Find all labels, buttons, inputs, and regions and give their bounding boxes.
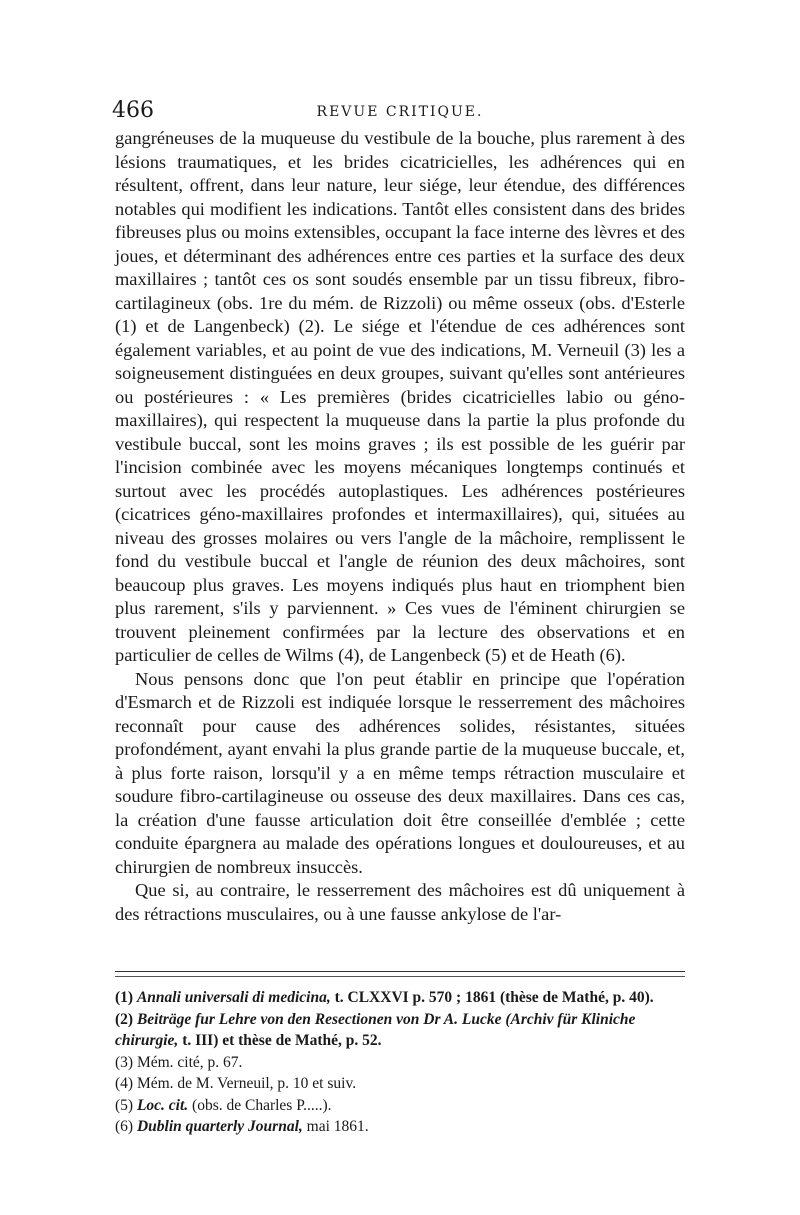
footnote-2: (2) Beiträge fur Lehre von den Resectionen von Dr A. Lucke (Archiv für Kliniche chirurgie, t. III) et thèse de Mathé, p. 52. — [115, 1010, 636, 1049]
paragraph-3: Que si, au contraire, le resserrement des mâchoires est dû uniquement à des rétractions musculaires, ou à une fausse ankylose de l'ar- — [115, 880, 685, 924]
footnote-6: (6) Dublin quarterly Journal, mai 1861. — [115, 1118, 369, 1135]
page-number: 466 — [112, 98, 154, 123]
footnote-5: (5) Loc. cit. (obs. de Charles P.....). — [115, 1096, 332, 1114]
page-header — [112, 98, 688, 128]
footnote-4: (4) Mém. de M. Verneuil, p. 10 et suiv. — [115, 1075, 357, 1092]
footnote-divider-secondary — [115, 976, 685, 977]
footnote-3: (3) Mém. cité, p. 67. — [115, 1053, 243, 1071]
paragraph-1: gangréneuses de la muqueuse du vestibule de la bouche, plus rarement à des lésions traumatiques, et les brides cicatricielles, les adhérences qui en résultent, offrent, dans leur nature, leur siége, leur étendue, des différences notables qui modifient les indications. Tantôt elles consistent dans des brides fibreuses plus ou moins extensibles, occupant la face interne des lèvres et des joues, et déterminant des adhérences entre ces parties et la surface des deux maxillaires ; tantôt ces os sont soudés ensemble par un tissu fibreux, fibro-cartilagineux (obs. 1re du mém. de Rizzoli) ou même osseux (obs. d'Esterle (1) et de Langenbeck) (2). Le siége et l'étendue de ces adhérences sont également variables, et au point de vue des indications, M. Verneuil (3) les a soigneusement distinguées en deux groupes, suivant qu'elles sont antérieures ou postérieures : « Les premières (brides cicatricielles labio ou géno-maxillaires), qui respectent la muqueuse dans la partie la plus profonde du vestibule buccal, sont les moins graves ; ils est possible de les guérir par l'incision combinée avec les moyens mécaniques longtemps continués et surtout avec les procédés autoplastiques. Les adhérences postérieures (cicatrices géno-maxillaires profondes et intermaxillaires), qui, situées au niveau des grosses molaires ou vers l'angle de la mâchoire, remplissent le fond du vestibule buccal et l'angle de réunion des deux mâchoires, sont beaucoup plus graves. Les moyens indiqués plus haut en triomphent bien plus rarement, s'ils y parviennent. » Ces vues de l'éminent chirurgien se trouvent pleinement confirmées par la lecture des observations et en particulier de celles de Wilms (4), de Langenbeck (5) et de Heath (6). — [115, 128, 685, 665]
footnote-1: (1) Annali universali di medicina, t. CLXXVI p. 570 ; 1861 (thèse de Mathé, p. 40). — [115, 989, 654, 1006]
running-title: REVUE CRITIQUE. — [316, 104, 484, 120]
main-text — [115, 127, 685, 926]
footnote-divider — [115, 971, 685, 972]
paragraph-2: Nous pensons donc que l'on peut établir en principe que l'opération d'Esmarch et de Rizzoli est indiquée lorsque le resserrement des mâchoires reconnaît pour cause des adhérences solides, résistantes, situées profondément, ayant envahi la plus grande partie de la muqueuse buccale, et, à plus forte raison, lorsqu'il y a en même temps rétraction musculaire et soudure fibro-cartilagineuse ou osseuse des deux maxillaires. Dans ces cas, la création d'une fausse articulation doit être conseillée d'emblée ; cette conduite épargnera au malade des opérations longues et douloureuses, et au chirurgien de nombreux insuccès. — [115, 668, 685, 877]
footnotes — [115, 987, 685, 1138]
